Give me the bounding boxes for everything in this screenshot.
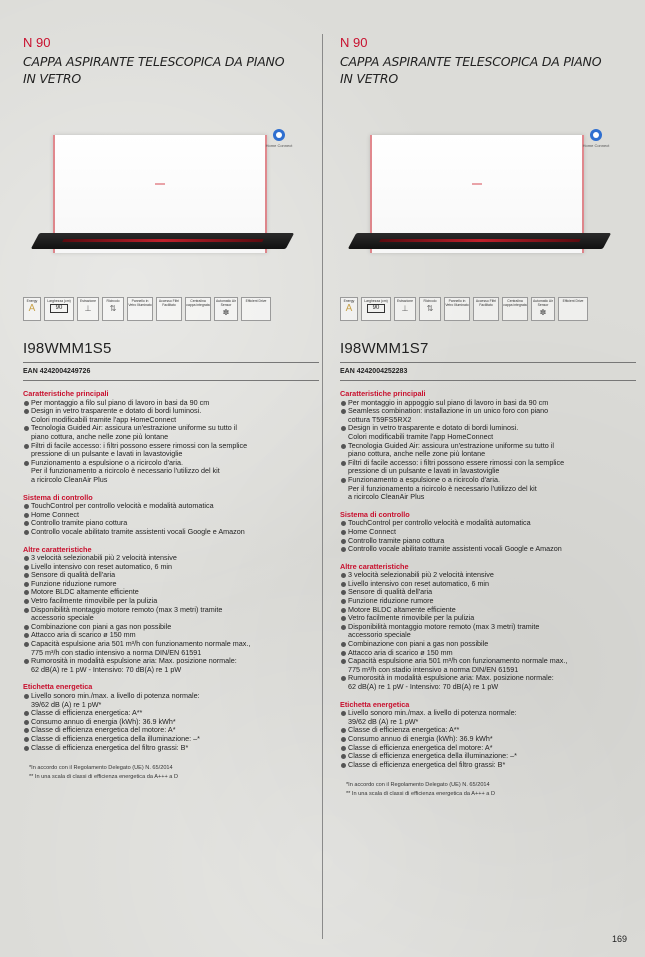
- homeconnect-label: Home Connect: [265, 143, 293, 148]
- section-title: Etichetta energetica: [23, 682, 93, 692]
- spec-item: Tecnologia Guided Air: assicura un'estrazione uniforme su tutto il: [23, 424, 319, 433]
- spec-item: Classe di efficienza energetica della illuminazione: –*: [23, 735, 319, 744]
- feature-icon: [394, 297, 416, 321]
- spec-item: Motore BLDC altamente efficiente: [340, 606, 636, 615]
- feature-glyph-icon: ⊥: [401, 304, 409, 313]
- spec-item: Attacco aria di scarico ø 150 mm: [23, 631, 319, 640]
- spec-item: 3 velocità selezionabili più 2 velocità intensive: [23, 554, 319, 563]
- product-column-left: [23, 36, 319, 782]
- heading-line: IN VETRO: [23, 71, 82, 86]
- column-divider: [322, 34, 323, 939]
- section-title: Caratteristiche principali: [23, 389, 109, 398]
- spec-list: [340, 399, 636, 502]
- feature-label: Pannello in Vetro Illuminato: [445, 299, 469, 307]
- feature-icon: [558, 297, 588, 321]
- spec-item: Classe di efficienza energetica: A**: [23, 709, 319, 718]
- spec-item: Disponibilità montaggio motore remoto (max 3 metri) tramite: [23, 606, 319, 615]
- heading-line: CAPPA ASPIRANTE TELESCOPICA DA PIANO: [340, 54, 602, 69]
- feature-icon: [44, 297, 74, 321]
- spec-section: [23, 683, 319, 752]
- feature-label: Centralina cappa integrata: [186, 299, 210, 307]
- spec-item: piano cottura, anche nelle zone più lontane: [31, 431, 169, 441]
- spec-item: Rumorosità in modalità espulsione aria: Max. posizione normale:: [340, 674, 636, 683]
- spec-item: TouchControl per controllo velocità e modalità automatica: [340, 519, 636, 528]
- spec-item: accessorio speciale: [348, 630, 411, 640]
- spec-item: Filtri di facile accesso: i filtri possono essere rimossi con la semplice: [23, 442, 319, 451]
- feature-label: Energy: [26, 299, 38, 303]
- spec-item: Sensore di qualità dell'aria: [23, 571, 319, 580]
- feature-label: Pannello in Vetro Illuminato: [128, 299, 152, 307]
- feature-icon: [419, 297, 441, 321]
- feature-icon: [77, 297, 99, 321]
- spec-section: [340, 511, 636, 554]
- spec-item: Livello intensivo con reset automatico, 6 min: [340, 580, 636, 589]
- feature-glyph-icon: ⊥: [84, 304, 92, 313]
- spec-item: Funzione riduzione rumore: [340, 597, 636, 606]
- spec-item: Funzionamento a espulsione o a ricircolo d'aria.: [23, 459, 319, 468]
- spec-item: piano cottura, anche nelle zone più lontane: [348, 449, 486, 459]
- spec-item: Vetro facilmente rimovibile per la pulizia: [340, 614, 636, 623]
- spec-item: 3 velocità selezionabili più 2 velocità intensive: [340, 571, 636, 580]
- section-title: Sistema di controllo: [23, 492, 93, 502]
- brand-mark: [155, 183, 165, 185]
- spec-section: [23, 546, 319, 675]
- spec-item: Controllo vocale abilitato tramite assistenti vocali Google e Amazon: [340, 545, 636, 554]
- divider-rule: [23, 362, 319, 363]
- spec-item: Per il funzionamento a ricircolo è necessario l'utilizzo del kit: [348, 483, 537, 493]
- feature-label: Estrazione: [79, 299, 97, 303]
- feature-icon: [531, 297, 555, 321]
- spec-item: 62 dB(A) re 1 pW - Intensivo: 70 dB(A) re 1 pW: [348, 682, 499, 691]
- feature-label: Efficient Drive: [562, 299, 584, 303]
- spec-item: Controllo tramite piano cottura: [23, 519, 319, 528]
- model-series: N 90: [23, 35, 51, 50]
- product-column-right: [340, 36, 636, 799]
- section-title: Sistema di controllo: [340, 509, 410, 519]
- spec-item: Sensore di qualità dell'aria: [340, 588, 636, 597]
- spec-item: Design in vetro trasparente e dotato di bordi luminosi.: [23, 407, 319, 416]
- product-heading: [23, 53, 319, 87]
- feature-icon: [502, 297, 528, 321]
- spec-item: Colori modificabili tramite l'app HomeConnect: [348, 431, 494, 441]
- feature-icons-row: [23, 297, 319, 321]
- ean-code: EAN 4242004252283: [340, 368, 408, 375]
- spec-item: Livello sonoro min./max. a livello di potenza normale:: [23, 692, 319, 701]
- divider-rule: [340, 362, 636, 363]
- spec-item: Combinazione con piani a gas non possibile: [340, 640, 636, 649]
- light-strip: [379, 239, 581, 242]
- feature-icon: [444, 297, 470, 321]
- spec-item: Funzionamento a espulsione o a ricircolo d'aria.: [340, 476, 636, 485]
- spec-item: 62 dB(A) re 1 pW - Intensivo: 70 dB(A) re 1 pW: [31, 664, 182, 674]
- spec-item: Classe di efficienza energetica del filtro grassi: B*: [23, 744, 319, 753]
- spec-item: Livello intensivo con reset automatico, 6 min: [23, 563, 319, 572]
- footnote: *In accordo con il Regolamento Delegato (UE) N. 65/2014: [29, 765, 173, 772]
- spec-item: a ricircolo CleanAir Plus: [348, 492, 425, 502]
- feature-glyph-icon: ✽: [539, 308, 547, 317]
- spec-item: Per montaggio a filo sul piano di lavoro in basi da 90 cm: [23, 399, 319, 408]
- spec-item: 775 m³/h con stadio intensivo a norma DIN/EN 61591: [31, 647, 202, 657]
- spec-list: [23, 502, 319, 536]
- spec-item: Classe di efficienza energetica del motore: A*: [23, 726, 319, 735]
- spec-item: Colori modificabili tramite l'app HomeConnect: [31, 414, 177, 424]
- spec-item: Consumo annuo di energia (kWh): 36.9 kWh*: [23, 718, 319, 727]
- spec-item: 39/62 dB (A) re 1 pW*: [31, 699, 102, 709]
- spec-item: Rumorosità in modalità espulsione aria: Max. posizione normale:: [23, 657, 319, 666]
- width-value: 90: [50, 304, 68, 313]
- section-title: Caratteristiche principali: [340, 389, 426, 398]
- product-code: I98WMM1S5: [23, 340, 112, 357]
- feature-label: Larghezza (cm): [364, 299, 388, 303]
- spec-item: Home Connect: [23, 511, 319, 520]
- spec-item: accessorio speciale: [31, 613, 94, 623]
- spec-section: [340, 701, 636, 770]
- spec-section: [340, 390, 636, 502]
- spec-section: [23, 390, 319, 485]
- feature-label: Automatic Air Sensor: [533, 299, 553, 307]
- footnote: *In accordo con il Regolamento Delegato (UE) N. 65/2014: [346, 782, 490, 789]
- spec-section: [23, 494, 319, 537]
- spec-item: Disponibilità montaggio motore remoto (max 3 metri) tramite: [340, 623, 636, 632]
- spec-item: Classe di efficienza energetica: A**: [340, 726, 636, 735]
- feature-label: Automatic Air Sensor: [216, 299, 236, 307]
- spec-item: Capacità espulsione aria 501 m³/h con funzionamento normale max.,: [340, 657, 636, 666]
- product-image: [23, 91, 319, 291]
- feature-icon: [241, 297, 271, 321]
- feature-icon: [361, 297, 391, 321]
- section-title: Altre caratteristiche: [340, 561, 409, 571]
- feature-label: Larghezza (cm): [47, 299, 71, 303]
- homeconnect-logo: [259, 129, 299, 148]
- footnote: ** In una scala di classi di efficienza energetica da A+++ a D: [29, 774, 179, 781]
- spec-item: Livello sonoro min./max. a livello di potenza normale:: [340, 709, 636, 718]
- feature-icon: [340, 297, 358, 321]
- heading-line: IN VETRO: [340, 71, 399, 86]
- spec-item: Capacità espulsione aria 501 m³/h con funzionamento normale max.,: [23, 640, 319, 649]
- spec-list: [340, 709, 636, 769]
- spec-item: 775 m³/h con stadio intensivo a norma DIN/EN 61591: [348, 664, 519, 674]
- spec-item: 39/62 dB (A) re 1 pW*: [348, 716, 419, 726]
- spec-list: [23, 554, 319, 674]
- divider-rule: [23, 380, 319, 381]
- model-series: N 90: [340, 35, 368, 50]
- feature-icons-row: [340, 297, 636, 321]
- ean-code: EAN 4242004249726: [23, 368, 91, 375]
- feature-label: Accesso Filtri Facilitato: [158, 299, 180, 307]
- footnote: ** In una scala di classi di efficienza energetica da A+++ a D: [346, 791, 496, 798]
- feature-label: Energy: [343, 299, 355, 303]
- spec-item: Controllo vocale abilitato tramite assistenti vocali Google e Amazon: [23, 528, 319, 537]
- feature-icon: [473, 297, 499, 321]
- product-heading: [340, 53, 636, 87]
- energy-class: A: [345, 303, 353, 314]
- spec-item: Classe di efficienza energetica della illuminazione: –*: [340, 752, 636, 761]
- footnotes: [23, 764, 319, 782]
- feature-glyph-icon: ⇅: [426, 304, 434, 313]
- spec-item: Design in vetro trasparente e dotato di bordi luminosi.: [340, 424, 636, 433]
- feature-icon: [156, 297, 182, 321]
- spec-item: cottura T59FS5RX2: [348, 414, 412, 424]
- feature-icon: [102, 297, 124, 321]
- feature-label: Estrazione: [396, 299, 414, 303]
- section-title: Etichetta energetica: [340, 699, 410, 709]
- spec-item: Seamless combination: installazione in un unico foro con piano: [340, 407, 636, 416]
- spec-item: Classe di efficienza energetica del motore: A*: [340, 744, 636, 753]
- heading-line: CAPPA ASPIRANTE TELESCOPICA DA PIANO: [23, 54, 285, 69]
- feature-icon: [185, 297, 211, 321]
- product-image: [340, 91, 636, 291]
- spec-section: [340, 563, 636, 692]
- spec-item: Vetro facilmente rimovibile per la pulizia: [23, 597, 319, 606]
- spec-list: [23, 692, 319, 752]
- spec-item: Combinazione con piani a gas non possibile: [23, 623, 319, 632]
- homeconnect-icon: [590, 129, 602, 141]
- brand-mark: [472, 183, 482, 185]
- feature-icon: [23, 297, 41, 321]
- width-value: 90: [367, 304, 385, 313]
- section-title: Altre caratteristiche: [23, 544, 92, 554]
- energy-class: A: [28, 303, 36, 314]
- spec-item: Motore BLDC altamente efficiente: [23, 588, 319, 597]
- feature-label: Ricircolo: [106, 299, 120, 303]
- spec-item: Attacco aria di scarico ø 150 mm: [340, 649, 636, 658]
- feature-label: Centralina cappa integrata: [503, 299, 527, 307]
- spec-item: TouchControl per controllo velocità e modalità automatica: [23, 502, 319, 511]
- divider-rule: [340, 380, 636, 381]
- feature-glyph-icon: ✽: [222, 308, 230, 317]
- spec-item: a ricircolo CleanAir Plus: [31, 474, 108, 484]
- spec-list: [340, 519, 636, 553]
- spec-item: Classe di efficienza energetica del filtro grassi: B*: [340, 761, 636, 770]
- feature-glyph-icon: ⇅: [109, 304, 117, 313]
- spec-list: [23, 399, 319, 485]
- spec-item: Consumo annuo di energia (kWh): 36.9 kWh*: [340, 735, 636, 744]
- spec-item: Per montaggio in appoggio sul piano di lavoro in basi da 90 cm: [340, 399, 636, 408]
- homeconnect-icon: [273, 129, 285, 141]
- spec-item: Funzione riduzione rumore: [23, 580, 319, 589]
- spec-item: Home Connect: [340, 528, 636, 537]
- homeconnect-label: Home Connect: [582, 143, 610, 148]
- footnotes: [340, 781, 636, 799]
- spec-item: pressione di un pulsante e lavati in lavastoviglie: [31, 449, 183, 459]
- feature-icon: [127, 297, 153, 321]
- page-number: 169: [612, 934, 628, 944]
- feature-label: Efficient Drive: [245, 299, 267, 303]
- homeconnect-logo: [576, 129, 616, 148]
- feature-icon: [214, 297, 238, 321]
- feature-label: Accesso Filtri Facilitato: [475, 299, 497, 307]
- spec-list: [340, 571, 636, 691]
- spec-item: Tecnologia Guided Air: assicura un'estrazione uniforme su tutto il: [340, 442, 636, 451]
- product-code: I98WMM1S7: [340, 340, 429, 357]
- light-strip: [62, 239, 264, 242]
- spec-item: Filtri di facile accesso: i filtri possono essere rimossi con la semplice: [340, 459, 636, 468]
- spec-item: pressione di un pulsante e lavati in lavastoviglie: [348, 466, 500, 476]
- spec-item: Controllo tramite piano cottura: [340, 537, 636, 546]
- spec-item: Per il funzionamento a ricircolo è necessario l'utilizzo del kit: [31, 466, 220, 476]
- feature-label: Ricircolo: [423, 299, 437, 303]
